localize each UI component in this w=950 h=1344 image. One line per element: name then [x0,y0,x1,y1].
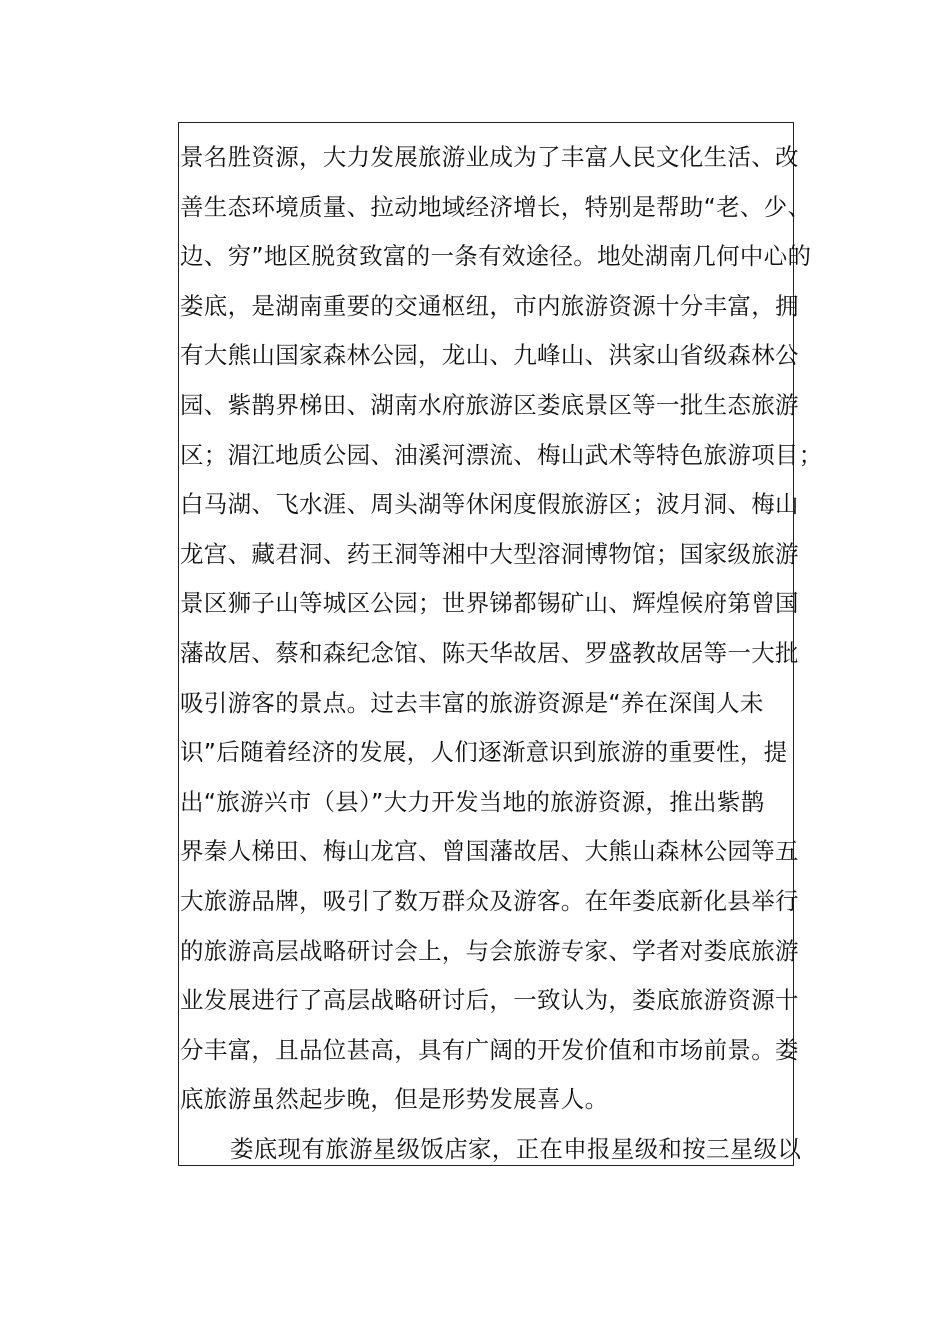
text-line: 景区狮子山等城区公园；世界锑都锡矿山、辉煌候府第曾国 [180,589,799,618]
text-line: 龙宫、藏君洞、药王洞等湘中大型溶洞博物馆；国家级旅游 [180,539,799,568]
text-line: 藩故居、蔡和森纪念馆、陈天华故居、罗盛教故居等一大批 [180,638,799,667]
text-line: 吸引游客的景点。过去丰富的旅游资源是“养在深闺人未 [180,688,764,717]
text-line: 底旅游虽然起步晚，但是形势发展喜人。 [180,1085,609,1114]
text-line: 大旅游品牌，吸引了数万群众及游客。在年娄底新化县举行 [180,886,799,915]
text-line: 识”后随着经济的发展，人们逐渐意识到旅游的重要性，提 [180,738,788,767]
text-line: 界秦人梯田、梅山龙宫、曾国藩故居、大熊山森林公园等五 [180,837,799,866]
document-body [180,133,823,1174]
text-line: 景名胜资源，大力发展旅游业成为了丰富人民文化生活、改 [180,143,799,171]
text-line: 出“旅游兴市（县）”大力开发当地的旅游资源，推出紫鹊 [180,787,765,816]
text-line: 有大熊山国家森林公园，龙山、九峰山、洪家山省级森林公 [180,341,799,370]
text-line: 娄底，是湖南重要的交通枢纽，市内旅游资源十分丰富，拥 [180,291,799,320]
text-line: 区；湄江地质公园、油溪河漂流、梅山武术等特色旅游项目； [180,440,823,469]
text-line: 的旅游高层战略研讨会上，与会旅游专家、学者对娄底旅游 [180,936,799,965]
text-line: 善生态环境质量、拉动地域经济增长，特别是帮助“老、少、 [180,192,812,221]
text-line: 园、紫鹊界梯田、湖南水府旅游区娄底景区等一批生态旅游 [180,390,799,419]
text-line: 边、穷”地区脱贫致富的一条有效途径。地处湖南几何中心的 [180,242,812,271]
text-line: 业发展进行了高层战略研讨后，一致认为，娄底旅游资源十 [180,986,799,1015]
paragraph-start-line: 娄底现有旅游星级饭店家，正在申报星级和按三星级以 [230,1134,802,1163]
text-line: 白马湖、飞水涯、周头湖等休闲度假旅游区；波月洞、梅山 [180,490,799,519]
text-line: 分丰富，且品位甚高，具有广阔的开发价值和市场前景。娄 [180,1035,799,1064]
